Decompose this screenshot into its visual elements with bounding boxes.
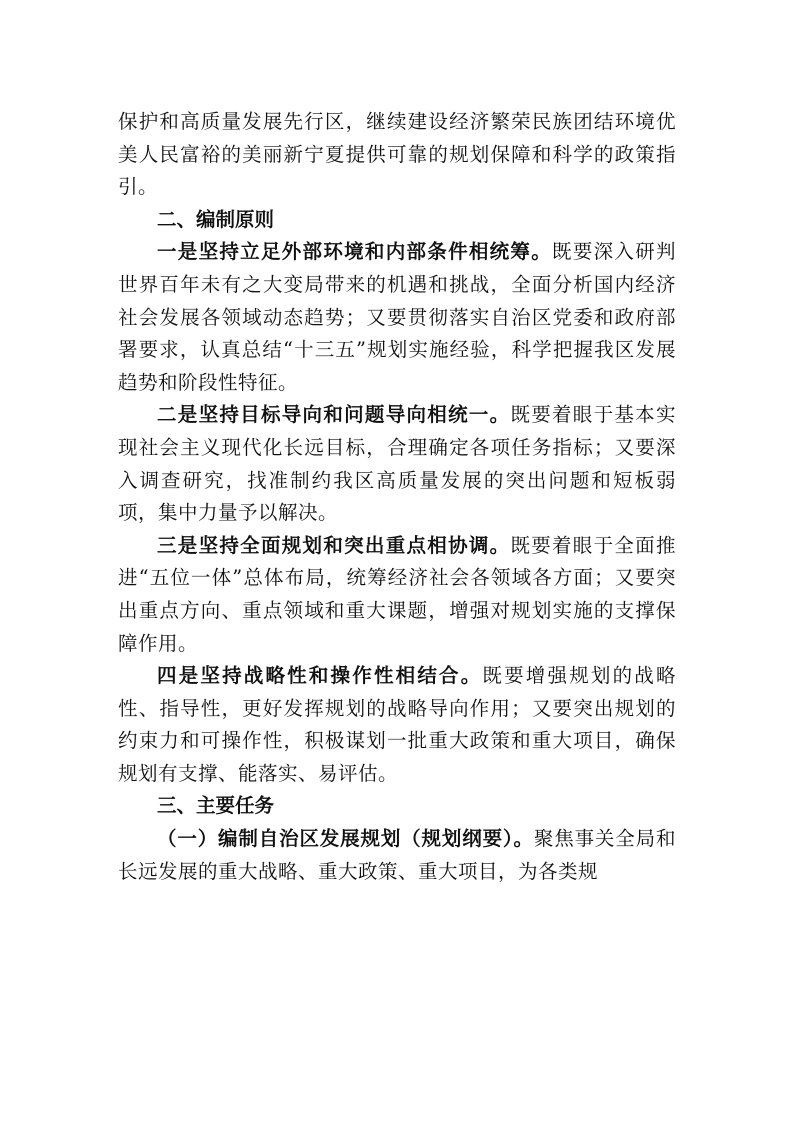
paragraph-lead: 一是坚持立足外部环境和内部条件相统筹。 xyxy=(157,240,553,264)
paragraph-lead: 二是坚持目标导向和问题导向相统一。 xyxy=(157,403,511,427)
paragraph-body: 既要深入研判世界百年未有之大变局带来的机遇和挑战，全面分析国内经济社会发展各领域动态趋势；又要贯彻落实自治区党委和政府部署要求，认真总结“十三五”规划实施经验，科学把握我区发展趋势和阶段性特征。 xyxy=(118,240,676,394)
document-page xyxy=(118,106,676,888)
paragraph-body: 既要着眼于全面推进“五位一体”总体布局，统筹经济社会各领域各方面；又要突出重点方向、重点领域和重大课题，增强对规划实施的支撑保障作用。 xyxy=(118,533,676,655)
paragraph-body: 既要着眼于基本实现社会主义现代化长远目标，合理确定各项任务指标；又要深入调查研究，找准制约我区高质量发展的突出问题和短板弱项，集中力量予以解决。 xyxy=(118,403,676,525)
paragraph-body: 既要增强规划的战略性、指导性，更好发挥规划的战略导向作用；又要突出规划的约束力和可操作性，积极谋划一批重大政策和重大项目，确保规划有支撑、能落实、易评估。 xyxy=(118,664,676,785)
paragraph-task-1 xyxy=(118,823,676,888)
section-heading-principles: 二、编制原则 xyxy=(157,207,275,231)
paragraph-principle-3 xyxy=(118,530,676,660)
section-heading-tasks: 三、主要任务 xyxy=(157,794,275,818)
paragraph-lead: 三是坚持全面规划和突出重点相协调。 xyxy=(157,533,511,557)
paragraph-principle-2 xyxy=(118,399,676,529)
paragraph-lead: 四是坚持战略性和操作性相结合。 xyxy=(157,664,483,688)
paragraph-principle-1 xyxy=(118,236,676,399)
paragraph-intro-tail: 保护和高质量发展先行区，继续建设经济繁荣民族团结环境优美人民富裕的美丽新宁夏提供可靠的规划保障和科学的政策指引。 xyxy=(118,110,676,199)
paragraph-lead: （一）编制自治区发展规划（规划纲要）。 xyxy=(157,827,534,851)
paragraph-principle-4 xyxy=(118,660,676,790)
paragraph-body: 聚焦事关全局和长远发展的重大战略、重大政策、重大项目，为各类规 xyxy=(118,827,676,883)
